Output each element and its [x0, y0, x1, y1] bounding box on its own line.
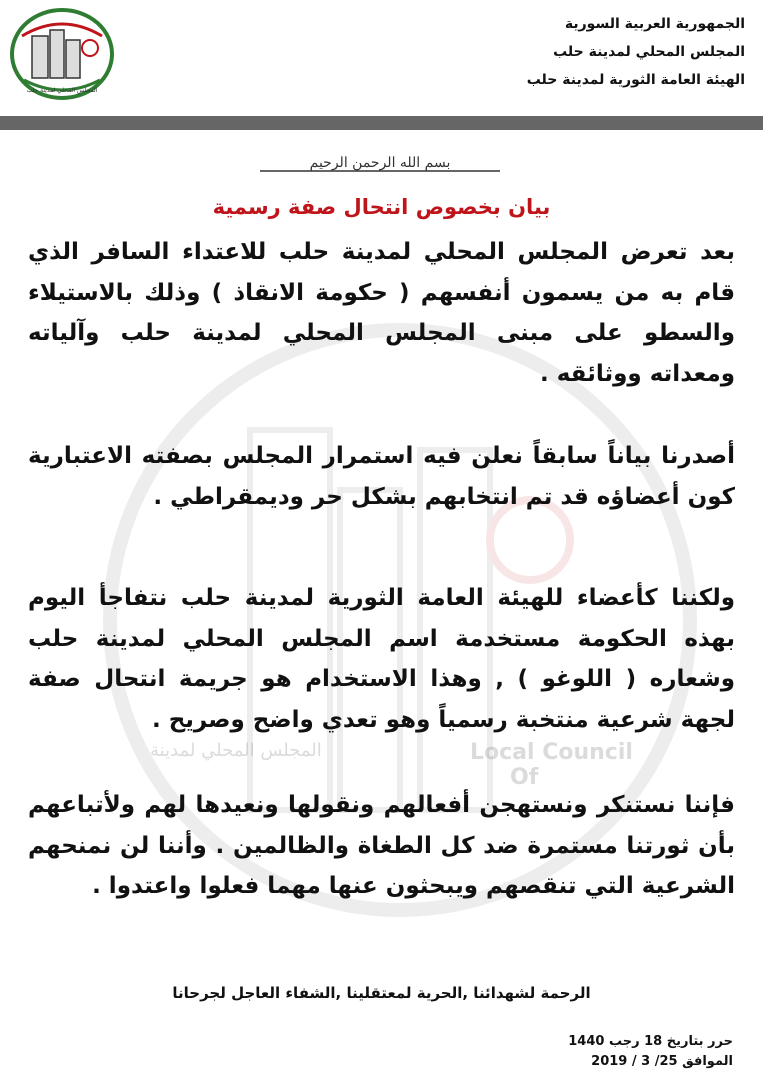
closing-slogan: الرحمة لشهدائنا ,الحرية لمعتقلينا ,الشفاء العاجل لجرحانا [172, 984, 591, 1002]
document-date [568, 1032, 733, 1072]
svg-text:بسم الله الرحمن الرحيم: بسم الله الرحمن الرحيم [309, 155, 451, 171]
basmala-calligraphy [250, 147, 510, 177]
document-header [527, 10, 745, 94]
watermark-english-text: Local Council Of [470, 740, 633, 790]
paragraph-2: أصدرنا بياناً سابقاً نعلن فيه استمرار المجلس بصفته الاعتبارية كون أعضاؤه قد تم انتخابهم بشكل حر وديمقراطي . [28, 443, 735, 510]
header-country: الجمهورية العربية السورية [564, 16, 745, 32]
logo-caption: المجلس المحلي لمدينة حلب [26, 87, 98, 94]
paragraph-4: فإننا نستنكر ونستهجن أفعالهم ونقولها ونعيدها لهم ولأتباعهم بأن ثورتنا مستمرة ضد كل الطغاة والظالمين . وأننا لن نمنحهم الشرعية التي تنقصهم ويبحثون عنها مهما فعلوا واعتدوا . [28, 792, 735, 899]
watermark-arabic-text: المجلس المحلي لمدينة [150, 740, 322, 761]
council-emblem-icon [8, 6, 116, 102]
header-committee: الهيئة العامة الثورية لمدينة حلب [526, 72, 745, 88]
statement-title: بيان بخصوص انتحال صفة رسمية [212, 195, 551, 219]
gregorian-date: الموافق 25/ 3 / 2019 [591, 1054, 733, 1069]
header-council: المجلس المحلي لمدينة حلب [553, 44, 745, 60]
paragraph-3: ولكننا كأعضاء للهيئة العامة الثورية لمدينة حلب نتفاجأ اليوم بهذه الحكومة مستخدمة اسم المجلس المحلي لمدينة حلب وشعاره ( اللوغو ) , وهذا الاستخدام هو جريمة انتحال صفة لجهة شرعية منتخبة رسمياً وهو تعدي واضح وصريح . [28, 585, 735, 733]
hijri-date: حرر بتاريخ 18 رجب 1440 [568, 1034, 733, 1049]
paragraph-1: بعد تعرض المجلس المحلي لمدينة حلب للاعتداء السافر الذي قام به من يسمون أنفسهم ( حكومة الانقاذ ) وذلك بالاستيلاء والسطو على مبنى المجلس المحلي لمدينة حلب وآلياته ومعداته ووثائقه . [28, 239, 735, 387]
header-divider [0, 116, 763, 130]
